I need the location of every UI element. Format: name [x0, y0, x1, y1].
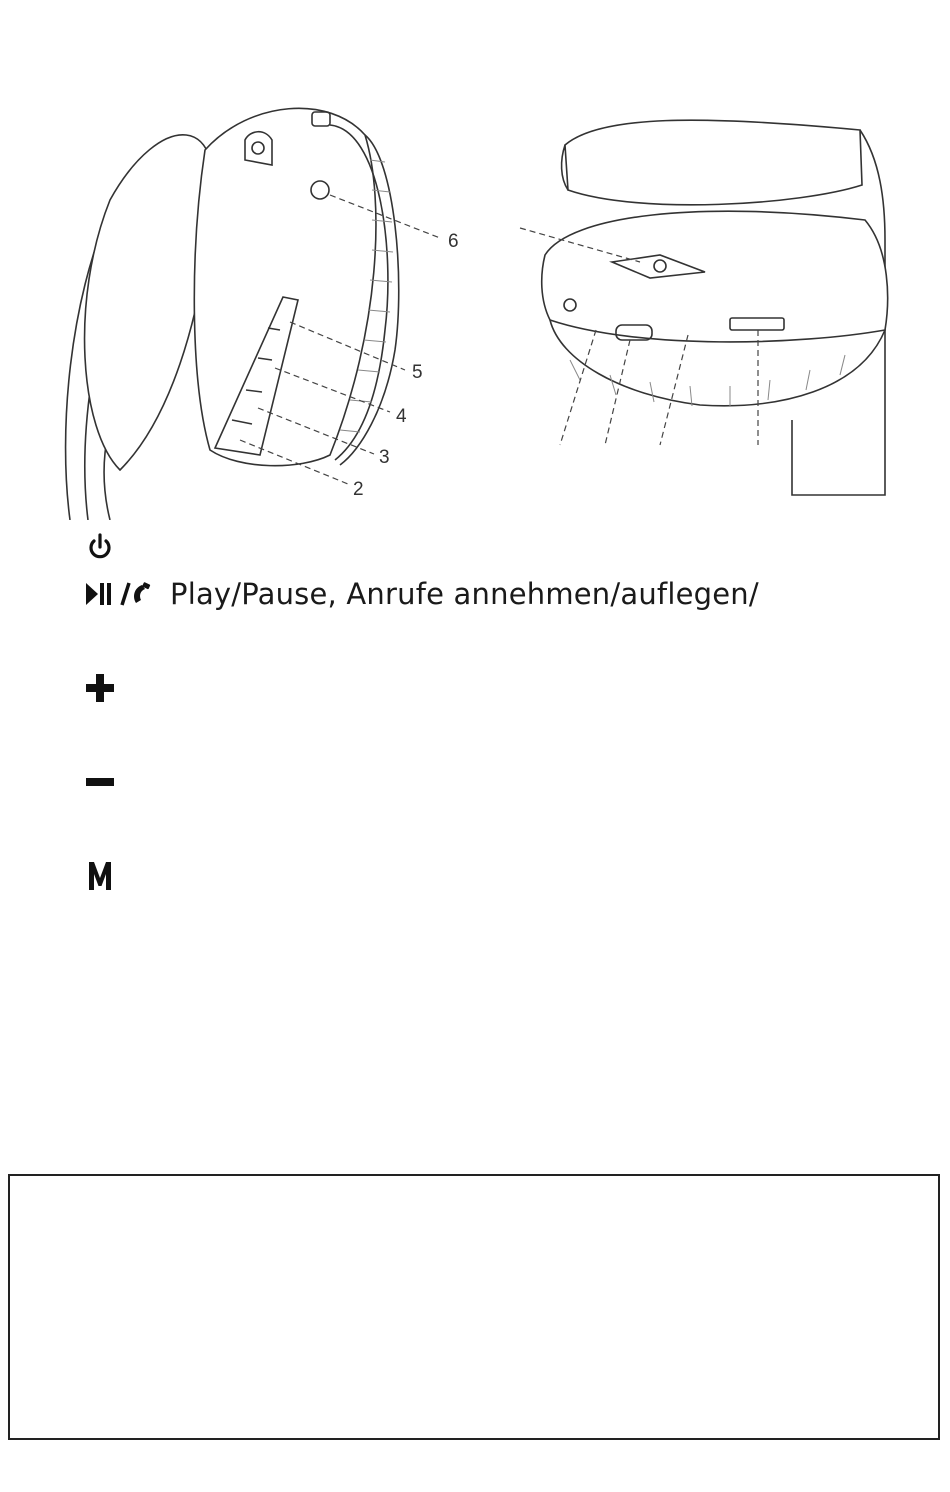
callout-2: 2: [353, 479, 364, 500]
play-pause-call-icon: [80, 574, 160, 614]
minus-icon: [80, 762, 120, 802]
legend-item-minus: [80, 762, 130, 802]
callout-5: 5: [412, 362, 423, 383]
legend-text-play-pause: Play/Pause, Anrufe annehmen/auflegen/: [170, 577, 759, 611]
legend-item-mode: [80, 855, 130, 895]
callout-3: 3: [379, 447, 390, 468]
callout-4: 4: [396, 406, 407, 427]
callout-6: 6: [448, 231, 459, 252]
notice-box: [8, 1174, 940, 1440]
mode-m-icon: [80, 855, 120, 895]
legend-item-play-pause: [80, 574, 759, 614]
power-icon: [80, 527, 120, 567]
headphones-illustration: [0, 0, 950, 520]
legend-item-power: [80, 527, 130, 567]
plus-icon: [80, 668, 120, 708]
legend-item-plus: [80, 668, 130, 708]
